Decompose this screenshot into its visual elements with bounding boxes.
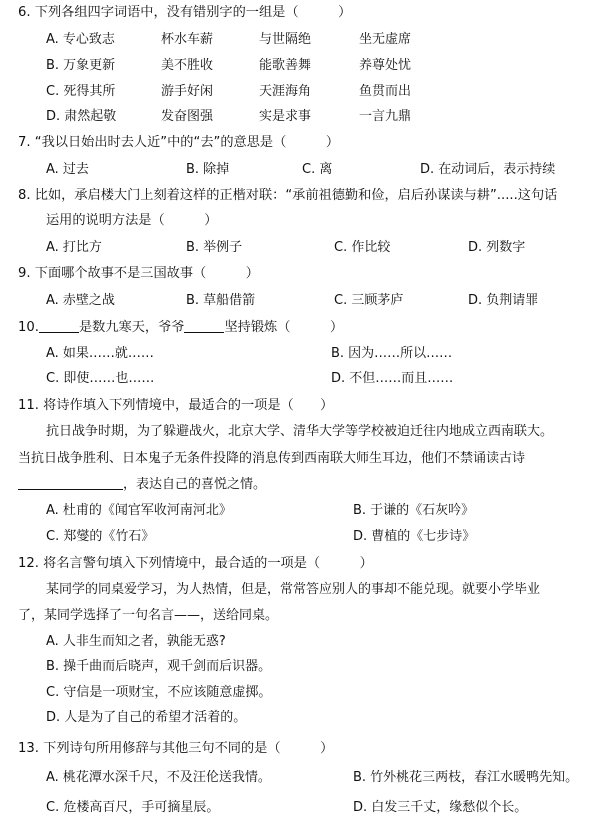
question-9-stem: 9. 下面哪个故事不是三国故事（ ） <box>18 266 259 281</box>
option-6b-2: 美不胜收 <box>161 58 214 73</box>
option-13c: C. 危楼高百尺，手可摘星辰。 <box>46 800 220 815</box>
option-6d-3: 实是求事 <box>259 109 312 124</box>
option-9d: D. 负荆请罪 <box>468 293 539 308</box>
option-12a: A. 人非生而知之者，孰能无惑? <box>46 634 226 649</box>
option-8c: C. 作比较 <box>334 240 391 255</box>
option-6b-3: 能歌善舞 <box>259 58 312 73</box>
option-13b: B. 竹外桃花三两枝，春江水暖鸭先知。 <box>353 770 579 785</box>
option-12b: B. 操千曲而后晓声，观千剑而后识器。 <box>46 659 272 674</box>
question-13-stem: 13. 下列诗句所用修辞与其他三句不同的是（ ） <box>18 741 334 756</box>
option-9b: B. 草船借箭 <box>186 293 256 308</box>
option-6c-3: 天涯海角 <box>259 84 312 99</box>
option-10b: B. 因为……所以…… <box>331 346 453 361</box>
option-11a: A. 杜甫的《闻官军收河南河北》 <box>46 503 232 518</box>
option-8d: D. 列数字 <box>468 240 526 255</box>
option-10d: D. 不但……而且…… <box>331 371 454 386</box>
option-13d: D. 白发三千丈，缘愁似个长。 <box>353 800 528 815</box>
option-9a: A. 赤壁之战 <box>46 293 115 308</box>
question-10-text-2: 坚持锻炼（ ） <box>224 320 344 335</box>
option-6b-1: B. 万象更新 <box>46 58 116 73</box>
option-6a-2: 杯水车薪 <box>161 32 214 47</box>
question-11-passage-2: 当抗日战争胜利、日本鬼子无条件投降的消息传到西南联大师生耳边，他们不禁诵读古诗 <box>18 451 526 466</box>
option-9c: C. 三顾茅庐 <box>334 293 404 308</box>
question-7-stem: 7. “我以日始出时去人近”中的“去”的意思是（ ） <box>18 135 340 150</box>
question-11-passage-1: 抗日战争时期，为了躲避战火，北京大学、清华大学等学校被迫迁往内地成立西南联大。 <box>46 424 554 439</box>
option-6c-2: 游手好闲 <box>161 84 214 99</box>
option-6a-4: 坐无虚席 <box>359 32 412 47</box>
option-8a: A. 打比方 <box>46 240 102 255</box>
option-6d-4: 一言九鼎 <box>359 109 412 124</box>
question-10-number: 10. <box>18 320 39 335</box>
option-7d: D. 在动词后，表示持续 <box>420 162 556 177</box>
question-11-passage-3-text: ，表达自己的喜悦之情。 <box>123 477 267 492</box>
option-6a-1: A. 专心致志 <box>46 32 115 47</box>
question-10-blank-2 <box>184 320 224 333</box>
option-6b-4: 养尊处忧 <box>359 58 412 73</box>
option-6c-4: 鱼贯而出 <box>359 84 412 99</box>
question-10-stem <box>18 320 343 334</box>
option-6a-3: 与世隔绝 <box>259 32 312 47</box>
option-7b: B. 除掉 <box>186 162 230 177</box>
option-13a: A. 桃花潭水深千尺，不及汪伦送我情。 <box>46 770 271 785</box>
option-6d-1: D. 肃然起敬 <box>46 109 117 124</box>
question-11-passage-3 <box>18 477 266 491</box>
option-12d: D. 人是为了自己的希望才活着的。 <box>46 710 247 725</box>
option-7a: A. 过去 <box>46 162 89 177</box>
question-11-blank <box>18 477 123 490</box>
question-8-stem-cont: 运用的说明方法是（ ） <box>46 213 218 228</box>
option-6d-2: 发奋图强 <box>161 109 214 124</box>
option-8b: B. 举例子 <box>186 240 243 255</box>
question-8-stem: 8. 比如，承启楼大门上刻着这样的正楷对联：“承前祖德勤和俭，启后孙谋读与耕”.....这句话 <box>18 188 558 203</box>
option-11c: C. 郑燮的《竹石》 <box>46 529 155 544</box>
option-11d: D. 曹植的《七步诗》 <box>353 529 476 544</box>
question-12-stem: 12. 将名言警句填入下列情境中，最合适的一项是（ ） <box>18 556 373 571</box>
option-6c-1: C. 死得其所 <box>46 84 116 99</box>
question-6-stem: 6. 下列各组四字词语中，没有错别字的一组是（ ） <box>18 5 352 20</box>
option-10a: A. 如果……就…… <box>46 346 154 361</box>
option-7c: C. 离 <box>302 162 333 177</box>
option-11b: B. 于谦的《石灰吟》 <box>353 503 475 518</box>
question-11-stem: 11. 将诗作填入下列情境中，最适合的一项是（ ） <box>18 398 334 413</box>
question-10-blank-1 <box>39 320 79 333</box>
question-12-passage-1: 某同学的同桌爱学习，为人热情，但是，常常答应别人的事却不能兑现。就要小学毕业 <box>46 582 541 597</box>
question-10-text-1: 是数九寒天，爷爷 <box>78 320 185 335</box>
question-12-passage-2: 了，某同学选择了一句名言——，送给同桌。 <box>18 608 279 623</box>
option-12c: C. 守信是一项财宝，不应该随意虚掷。 <box>46 685 272 700</box>
option-10c: C. 即使……也…… <box>46 371 155 386</box>
